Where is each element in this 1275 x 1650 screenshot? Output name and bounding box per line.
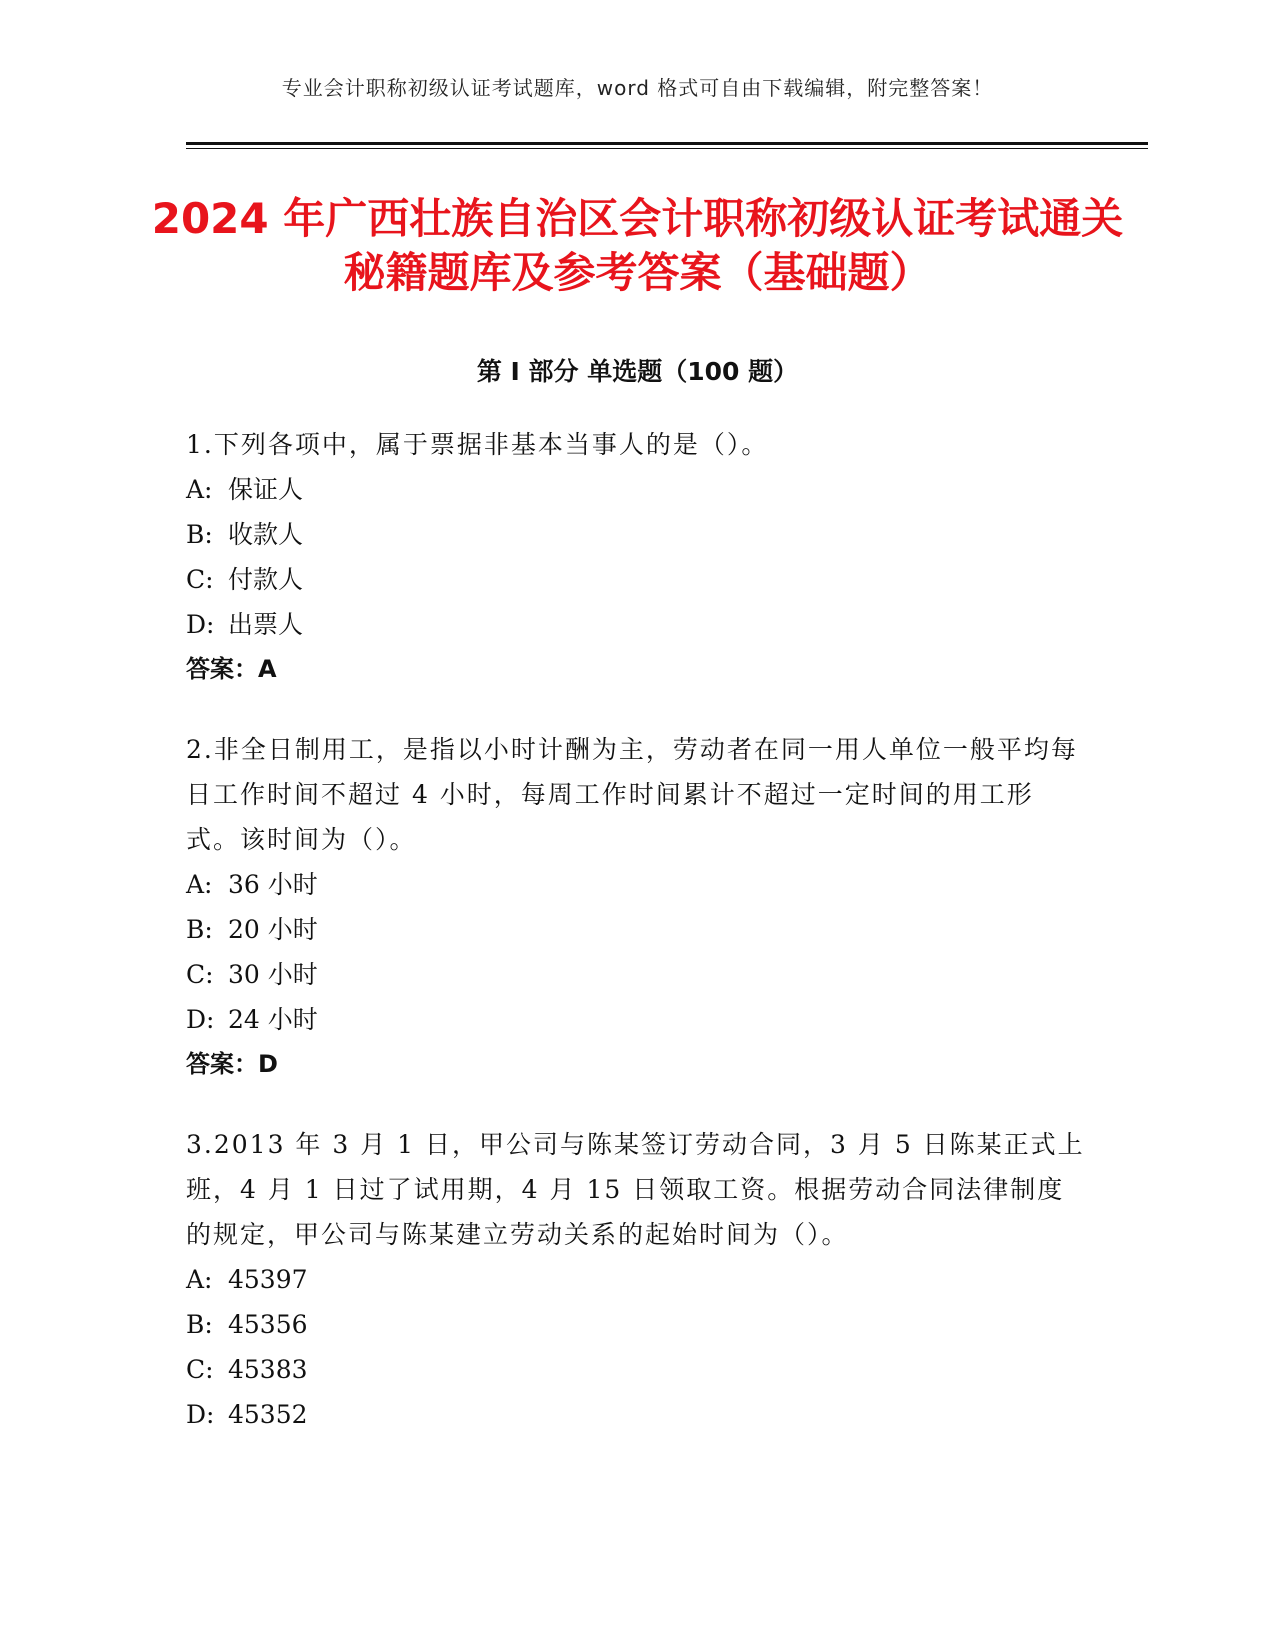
option-a xyxy=(186,862,1086,907)
question-stem: 2.非全日制用工，是指以小时计酬为主，劳动者在同一用人单位一般平均每日工作时间不超过 4 小时，每周工作时间累计不超过一定时间的用工形式。该时间为（）。 xyxy=(186,735,1078,854)
section-heading: 第 I 部分 单选题（100 题） xyxy=(476,357,799,386)
option-b xyxy=(186,512,1086,557)
option-key: D: xyxy=(186,1005,215,1034)
option-b xyxy=(186,907,1086,952)
option-text: 30 小时 xyxy=(228,960,318,989)
option-text: 45352 xyxy=(228,1400,308,1429)
option-text: 45397 xyxy=(228,1265,308,1294)
answer-line: 答案：D xyxy=(186,1050,278,1078)
option-a xyxy=(186,1257,1086,1302)
header-divider-thin xyxy=(186,148,1148,149)
option-key: A: xyxy=(186,1265,213,1294)
option-text: 45383 xyxy=(228,1355,308,1384)
option-text: 出票人 xyxy=(228,610,304,639)
header-note: 专业会计职称初级认证考试题库，word 格式可自由下载编辑，附完整答案！ xyxy=(281,76,994,100)
option-key: C: xyxy=(186,565,214,594)
option-text: 20 小时 xyxy=(228,915,318,944)
option-d xyxy=(186,997,1086,1042)
option-text: 保证人 xyxy=(228,475,304,504)
answer-line: 答案：A xyxy=(186,655,277,683)
option-key: A: xyxy=(186,475,213,504)
option-c xyxy=(186,557,1086,602)
header-divider-thick xyxy=(186,142,1148,145)
question-3 xyxy=(186,1122,1086,1437)
question-stem: 3.2013 年 3 月 1 日，甲公司与陈某签订劳动合同，3 月 5 日陈某正式上班，4 月 1 日过了试用期，4 月 15 日领取工资。根据劳动合同法律制度的规定，甲公司与陈某建立劳动关系的起始时间为（）。 xyxy=(186,1130,1085,1249)
option-c xyxy=(186,1347,1086,1392)
option-c xyxy=(186,952,1086,997)
option-text: 36 小时 xyxy=(228,870,318,899)
option-text: 收款人 xyxy=(228,520,304,549)
option-d xyxy=(186,602,1086,647)
option-text: 45356 xyxy=(228,1310,308,1339)
option-text: 付款人 xyxy=(228,565,304,594)
option-text: 24 小时 xyxy=(228,1005,318,1034)
question-2 xyxy=(186,727,1086,1087)
option-key: D: xyxy=(186,610,215,639)
option-a xyxy=(186,467,1086,512)
option-key: C: xyxy=(186,1355,214,1384)
question-stem: 1.下列各项中，属于票据非基本当事人的是（）。 xyxy=(186,430,769,459)
option-d xyxy=(186,1392,1086,1437)
option-key: B: xyxy=(186,520,213,549)
question-1 xyxy=(186,422,1086,692)
option-key: C: xyxy=(186,960,214,989)
option-key: A: xyxy=(186,870,213,899)
option-b xyxy=(186,1302,1086,1347)
option-key: B: xyxy=(186,1310,213,1339)
option-key: B: xyxy=(186,915,213,944)
document-title: 2024 年广西壮族自治区会计职称初级认证考试通关秘籍题库及参考答案（基础题） xyxy=(151,194,1124,297)
option-key: D: xyxy=(186,1400,215,1429)
